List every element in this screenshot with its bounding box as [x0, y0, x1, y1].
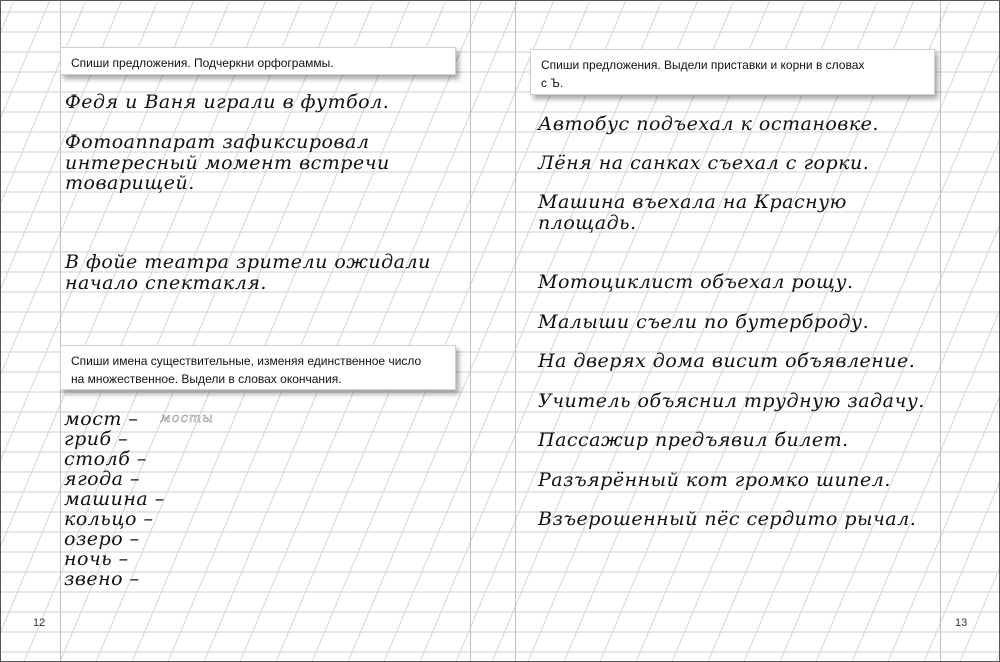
right-task1-line-5: Мотоциклист объехал рощу.: [538, 271, 854, 293]
right-task1-line-8: Учитель объяснил трудную задачу.: [538, 390, 925, 412]
right-task1-line-2: Лёня на санках съехал с горки.: [538, 152, 870, 174]
left-task2-word-1: мост –: [64, 408, 139, 430]
left-task2-word-3: столб –: [64, 448, 147, 470]
left-task2-word-2: гриб –: [64, 428, 129, 450]
right-task1-line-9: Пассажир предъявил билет.: [538, 429, 849, 451]
left-task2-word-6: кольцо –: [64, 508, 154, 530]
left-task1-instruction: Спиши предложения. Подчеркни орфограммы.: [71, 56, 334, 70]
right-task1-instruction-box: [530, 49, 935, 95]
left-task1-line-1: Федя и Ваня играли в футбол.: [65, 91, 390, 113]
left-task1-line-4: товарищей.: [65, 172, 195, 194]
left-task2-instruction-line1: Спиши имена существительные, изменяя единственное число: [71, 354, 422, 368]
left-task2-word-8: ночь –: [64, 548, 129, 570]
left-task1-line-2: Фотоаппарат зафиксировал: [65, 131, 370, 153]
example-answer-sample: мосты: [160, 411, 214, 426]
left-task2-word-4: ягода –: [64, 468, 141, 490]
slant-rule: [996, 0, 1000, 662]
right-task1-line-10: Разъярённый кот громко шипел.: [538, 469, 891, 491]
left-margin-line: [60, 0, 61, 662]
right-task1-line-3: Машина въехала на Красную: [538, 191, 847, 213]
right-task1-line-1: Автобус подъехал к остановке.: [538, 113, 879, 135]
right-page-number: 13: [955, 617, 968, 629]
left-task2-word-7: озеро –: [64, 528, 140, 550]
left-page-number: 12: [33, 617, 46, 629]
spine-margin-line-right: [515, 0, 516, 662]
spine-margin-line-left: [470, 0, 471, 662]
left-task1-instruction-box: [60, 47, 456, 75]
right-task1-line-11: Взъерошенный пёс сердито рычал.: [538, 508, 917, 530]
left-task1-line-3: интересный момент встречи: [65, 152, 390, 174]
left-task2-instruction-box: [60, 345, 456, 390]
left-task1-line-6: начало спектакля.: [65, 272, 267, 294]
slant-rule: [924, 0, 1000, 662]
left-task1-line-5: В фойе театра зрители ожидали: [65, 251, 431, 273]
right-task1-line-7: На дверях дома висит объявление.: [538, 350, 916, 372]
right-task1-line-6: Малыши съели по бутерброду.: [538, 311, 870, 333]
slant-rule: [852, 0, 1000, 662]
right-task1-instruction-line2: с Ъ.: [541, 76, 564, 90]
right-margin-line: [940, 0, 941, 662]
right-task1-line-4: площадь.: [538, 212, 637, 234]
left-task2-instruction-line2: на множественное. Выдели в словах окончания.: [71, 372, 342, 386]
slant-rule: [0, 0, 14, 662]
slant-rule: [0, 0, 50, 662]
right-task1-instruction-line1: Спиши предложения. Выдели приставки и корни в словах: [541, 58, 865, 72]
left-task2-word-9: звено –: [64, 568, 140, 590]
left-task2-word-5: машина –: [64, 488, 165, 510]
